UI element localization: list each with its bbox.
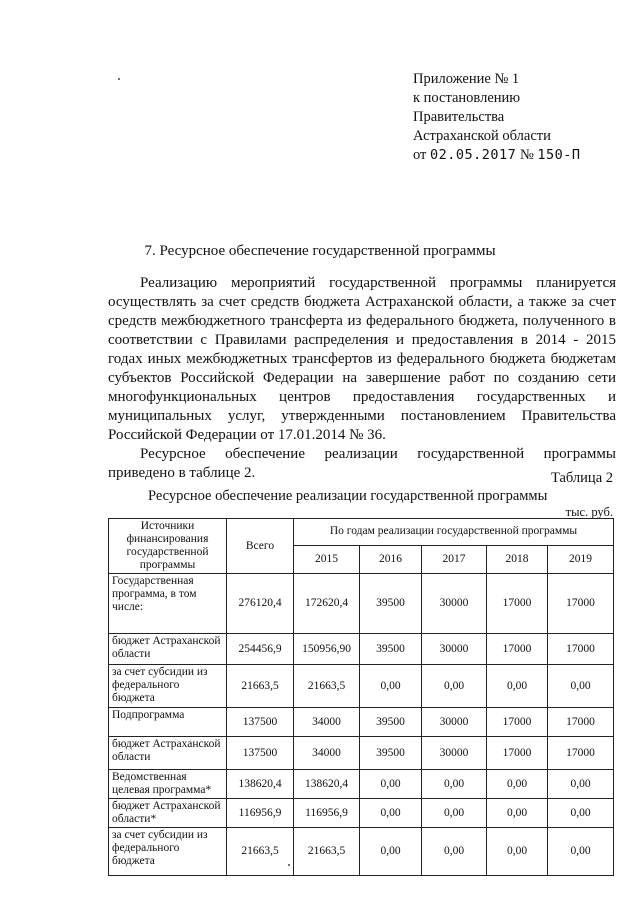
table-row xyxy=(109,665,614,708)
row-source: за счет субсидии из федерального бюджета xyxy=(109,828,227,876)
annex-header xyxy=(413,70,581,165)
row-value: 17000 xyxy=(548,634,614,665)
row-total: 276120,4 xyxy=(227,574,294,634)
table-row xyxy=(109,799,614,828)
row-value: 138620,4 xyxy=(294,770,360,799)
row-source: Ведомственная целевая программа* xyxy=(109,770,227,799)
row-value: 17000 xyxy=(487,708,548,737)
row-total: 254456,9 xyxy=(227,634,294,665)
table-units: тыс. руб. xyxy=(565,505,613,519)
row-value: 17000 xyxy=(487,574,548,634)
annex-line-2: к постановлению xyxy=(413,90,521,106)
row-total: 21663,5 xyxy=(227,828,294,876)
header-total: Всего xyxy=(227,519,294,574)
row-value: 21663,5 xyxy=(294,828,360,876)
row-value: 39500 xyxy=(360,737,422,770)
row-value: 34000 xyxy=(294,737,360,770)
row-total: 21663,5 xyxy=(227,665,294,708)
row-value: 39500 xyxy=(360,574,422,634)
table-row xyxy=(109,770,614,799)
row-value: 30000 xyxy=(422,708,487,737)
row-value: 17000 xyxy=(487,737,548,770)
row-value: 21663,5 xyxy=(294,665,360,708)
row-value: 0,00 xyxy=(360,665,422,708)
row-value: 17000 xyxy=(487,634,548,665)
row-total: 116956,9 xyxy=(227,799,294,828)
row-value: 17000 xyxy=(548,708,614,737)
row-value: 30000 xyxy=(422,574,487,634)
row-value: 0,00 xyxy=(360,828,422,876)
row-source: за счет субсидии из федерального бюджета xyxy=(109,665,227,708)
section-title: 7. Ресурсное обеспечение государственной программы xyxy=(144,243,496,259)
row-source: Государственная программа, в том числе: xyxy=(109,574,227,634)
row-value: 30000 xyxy=(422,634,487,665)
row-value: 0,00 xyxy=(360,799,422,828)
header-year: 2017 xyxy=(422,545,487,573)
row-total: 138620,4 xyxy=(227,770,294,799)
table-row xyxy=(109,737,614,770)
row-value: 0,00 xyxy=(422,828,487,876)
row-value: 34000 xyxy=(294,708,360,737)
table-title: Ресурсное обеспечение реализации государственной программы xyxy=(148,488,548,504)
table-header-row xyxy=(109,519,614,546)
row-value: 150956,90 xyxy=(294,634,360,665)
annex-number: 150-П xyxy=(537,147,581,163)
row-value: 0,00 xyxy=(422,799,487,828)
row-value: 0,00 xyxy=(487,770,548,799)
scan-speck xyxy=(118,78,120,80)
annex-line-4: Астраханской области xyxy=(413,128,551,144)
table-label: Таблица 2 xyxy=(550,470,613,486)
header-year: 2018 xyxy=(487,545,548,573)
row-value: 0,00 xyxy=(548,770,614,799)
row-value: 0,00 xyxy=(360,770,422,799)
row-total: 137500 xyxy=(227,708,294,737)
annex-date: 02.05.2017 xyxy=(430,147,517,163)
annex-number-sign: № xyxy=(519,147,534,163)
row-value: 30000 xyxy=(422,737,487,770)
table-row xyxy=(109,574,614,634)
annex-date-line xyxy=(413,146,581,165)
row-value: 0,00 xyxy=(548,799,614,828)
row-value: 0,00 xyxy=(422,770,487,799)
paragraph-2: Ресурсное обеспечение реализации государственной программы приведено в таблице 2. xyxy=(108,446,616,481)
table-row xyxy=(109,708,614,737)
row-value: 0,00 xyxy=(548,828,614,876)
row-source: бюджет Астраханской области xyxy=(109,634,227,665)
header-year: 2019 xyxy=(548,545,614,573)
row-value: 0,00 xyxy=(548,665,614,708)
resource-table xyxy=(108,518,614,876)
annex-line-3: Правительства xyxy=(413,109,505,125)
body-text xyxy=(108,274,616,483)
table-row xyxy=(109,828,614,876)
row-source: Подпрограмма xyxy=(109,708,227,737)
row-value: 17000 xyxy=(548,574,614,634)
header-source: Источники финансирования государственной программы xyxy=(109,519,227,574)
header-by-years: По годам реализации государственной программы xyxy=(294,519,614,546)
row-value: 0,00 xyxy=(487,828,548,876)
row-total: 137500 xyxy=(227,737,294,770)
header-year: 2015 xyxy=(294,545,360,573)
row-value: 17000 xyxy=(548,737,614,770)
annex-date-prefix: от xyxy=(413,147,427,163)
annex-line-1: Приложение № 1 xyxy=(413,71,520,87)
row-value: 0,00 xyxy=(487,799,548,828)
row-value: 172620,4 xyxy=(294,574,360,634)
row-value: 116956,9 xyxy=(294,799,360,828)
row-source: бюджет Астраханской области xyxy=(109,737,227,770)
row-value: 0,00 xyxy=(422,665,487,708)
row-value: 39500 xyxy=(360,634,422,665)
row-source: бюджет Астраханской области* xyxy=(109,799,227,828)
row-value: 39500 xyxy=(360,708,422,737)
paragraph-1: Реализацию мероприятий государственной программы планируется осуществлять за счет средств бюджета Астраханской области, а также за счет средств межбюджетного трансферта из федерального бюджета, полученного в соответствии с Правилами распределения и предоставления в 2014 - 2015 годах иных межбюджетных трансфертов из федерального бюджета бюджетам субъектов Российской Федерации на завершение работ по созданию сети многофункциональных центров предоставления государственных и муниципальных услуг, утвержденными постановлением Правительства Российской Федерации от 17.01.2014 № 36. xyxy=(108,275,616,443)
header-year: 2016 xyxy=(360,545,422,573)
table-row xyxy=(109,634,614,665)
row-value: 0,00 xyxy=(487,665,548,708)
